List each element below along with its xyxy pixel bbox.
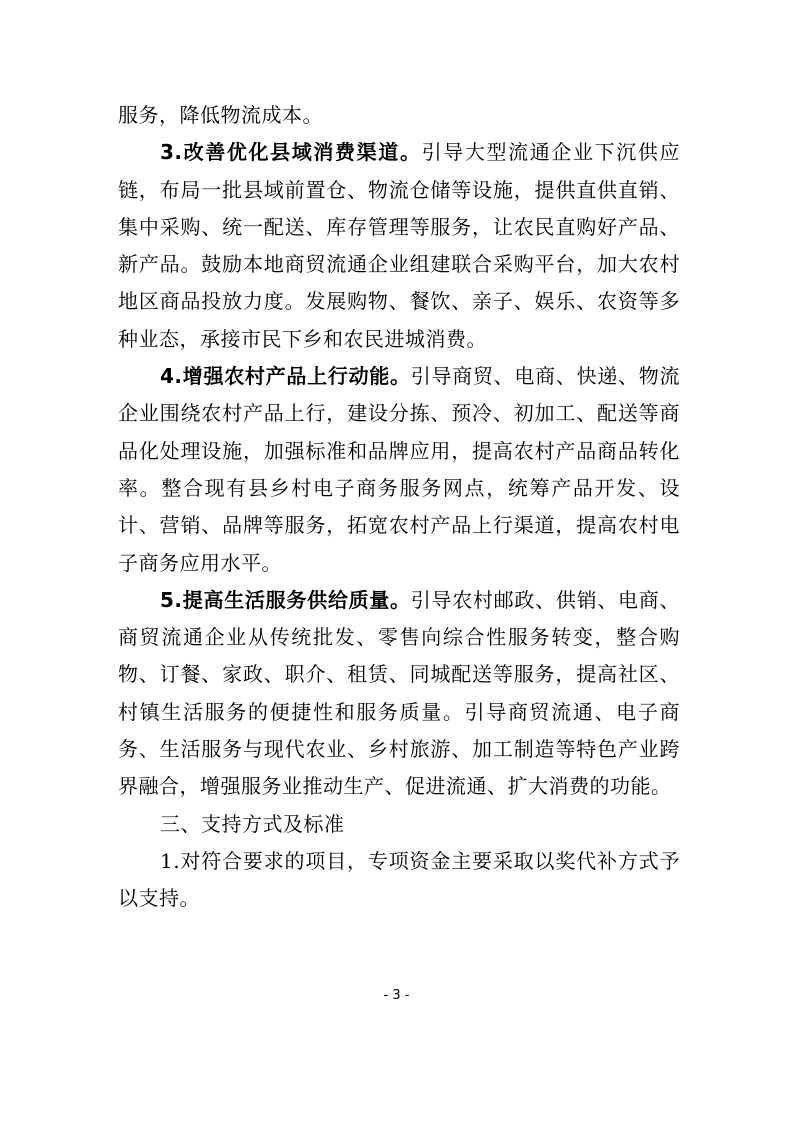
page-number: - 3 -	[383, 988, 410, 1003]
paragraph-continuation	[118, 97, 680, 134]
paragraph-lead: 5.提高生活服务供给质量。	[160, 587, 411, 612]
paragraph-text: 服务，降低物流成本。	[118, 103, 323, 127]
paragraph-text: 引导农村邮政、供销、电商、商贸流通企业从传统批发、零售向综合性服务转变，整合购物、订餐、家政、职介、租赁、同城配送等服务，提高社区、村镇生活服务的便捷性和服务质量。引导商贸流通、电子商务、生活服务与现代农业、乡村旅游、加工制造等特色产业跨界融合，增强服务业推动生产、促进流通、扩大消费的功能。	[118, 587, 681, 799]
paragraph-lead: 3.改善优化县域消费渠道。	[160, 140, 422, 165]
paragraph-final: 1.对符合要求的项目，专项资金主要采取以奖代补方式予以支持。	[118, 848, 680, 911]
paragraph-item-3	[118, 134, 680, 358]
section-heading: 三、支持方式及标准	[160, 811, 345, 836]
paragraph-text: 引导商贸、电商、快递、物流企业围绕农村产品上行，建设分拣、预冷、初加工、配送等商品化处理设施，加强标准和品牌应用，提高农村产品商品转化率。整合现有县乡村电子商务服务网点，统筹产品开发、设计、营销、品牌等服务，拓宽农村产品上行渠道，提高农村电子商务应用水平。	[118, 364, 681, 575]
paragraph-text: 引导大型流通企业下沉供应链，布局一批县域前置仓、物流仓储等设施，提供直供直销、集中采购、统一配送、库存管理等服务，让农民直购好产品、新产品。鼓励本地商贸流通企业组建联合采购平台，加大农村地区商品投放力度。发展购物、餐饮、亲子、娱乐、农资等多种业态，承接市民下乡和农民进城消费。	[118, 140, 681, 351]
paragraph-item-4	[118, 358, 680, 582]
paragraph-lead: 4.增强农村产品上行动能。	[160, 364, 411, 389]
page-content	[118, 97, 680, 918]
paragraph-item-5	[118, 582, 680, 806]
